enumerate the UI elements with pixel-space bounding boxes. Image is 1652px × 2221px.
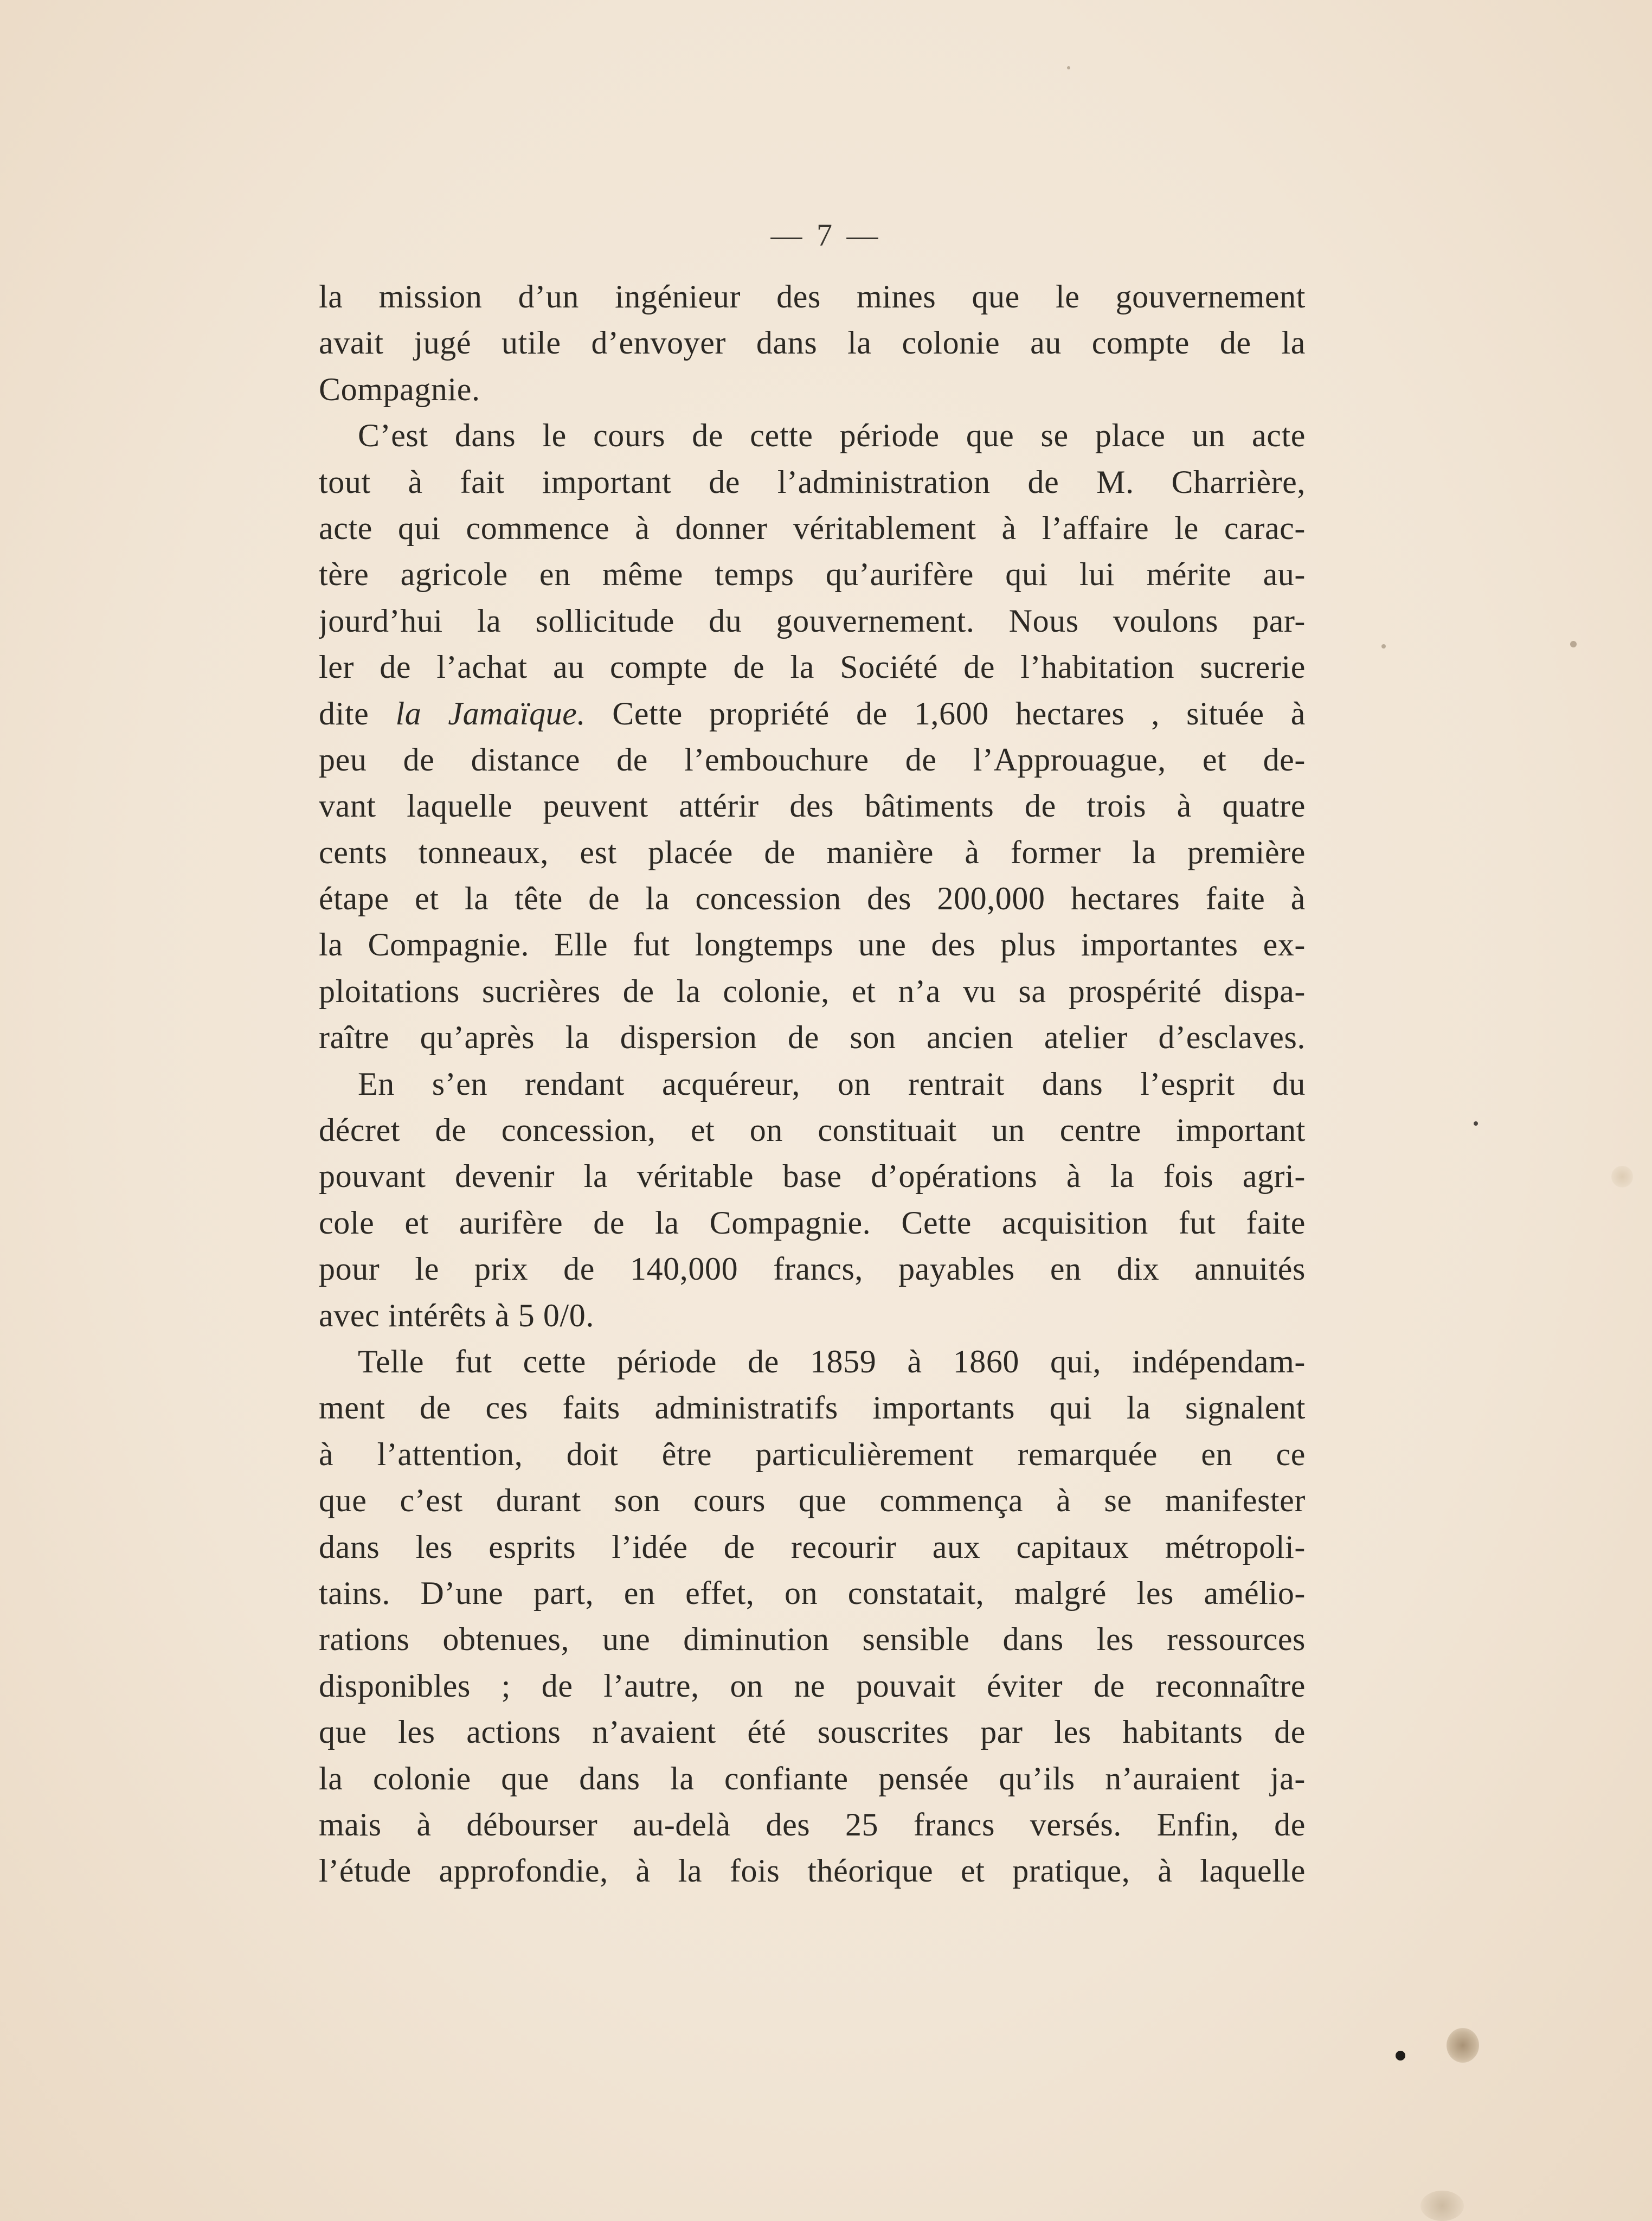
line-segment: Cette propriété de 1,600 hectares , située à — [586, 695, 1306, 731]
text-line: pouvant devenir la véritable base d’opérations à la fois agri- — [319, 1158, 1306, 1195]
italic-place-name: la Jamaïque. — [395, 695, 586, 731]
text-line: raître qu’après la dispersion de son ancien atelier d’esclaves. — [319, 1019, 1306, 1056]
text-line: rations obtenues, une diminution sensible dans les ressources — [319, 1621, 1306, 1658]
text-line: avec intérêts à 5 0/0. — [319, 1297, 594, 1333]
text-line: vant laquelle peuvent attérir des bâtiments de trois à quatre — [319, 788, 1306, 824]
text-line: pour le prix de 140,000 francs, payables en dix annuités — [319, 1251, 1306, 1287]
text-line: cents tonneaux, est placée de manière à former la première — [319, 834, 1306, 870]
text-line: décret de concession, et on constituait un centre important — [319, 1112, 1306, 1148]
text-line: jourd’hui la sollicitude du gouvernement. Nous voulons par- — [319, 602, 1306, 639]
text-line: ler de l’achat au compte de la Société de l’habitation sucrerie — [319, 649, 1306, 685]
paper-speck — [1420, 2191, 1464, 2221]
paper-speck — [1396, 2051, 1405, 2060]
text-line: ment de ces faits administratifs importants qui la signalent — [319, 1390, 1306, 1426]
page-number: — 7 — — [770, 217, 882, 253]
paper-speck — [1447, 2028, 1479, 2063]
text-line: cole et aurifère de la Compagnie. Cette acquisition fut faite — [319, 1204, 1306, 1241]
text-line: la colonie que dans la confiante pensée qu’ils n’auraient ja- — [319, 1760, 1306, 1796]
text-line: mais à débourser au-delà des 25 francs versés. Enfin, de — [319, 1806, 1306, 1843]
text-line: disponibles ; de l’autre, on ne pouvait éviter de reconnaître — [319, 1667, 1306, 1704]
text-line: peu de distance de l’embouchure de l’Approuague, et de- — [319, 741, 1306, 778]
text-line: étape et la tête de la concession des 200,000 hectares faite à — [319, 881, 1306, 917]
text-line: C’est dans le cours de cette période que se place un acte — [358, 418, 1306, 454]
paper-speck — [1474, 1121, 1478, 1126]
text-line: à l’attention, doit être particulièrement remarquée en ce — [319, 1436, 1306, 1472]
text-line: acte qui commence à donner véritablement à l’affaire le carac- — [319, 510, 1306, 546]
text-line: la mission d’un ingénieur des mines que le gouvernement — [319, 279, 1306, 314]
text-line: avait jugé utile d’envoyer dans la colonie au compte de la — [319, 325, 1306, 361]
text-line: dans les esprits l’idée de recourir aux capitaux métropoli- — [319, 1529, 1306, 1565]
text-line: que c’est durant son cours que commença à se manifester — [319, 1482, 1306, 1519]
text-line: ploitations sucrières de la colonie, et n’a vu sa prospérité dispa- — [319, 973, 1306, 1009]
paper-speck — [1570, 641, 1577, 647]
text-line: que les actions n’avaient été souscrites par les habitants de — [319, 1714, 1306, 1750]
paper-speck — [1067, 66, 1070, 69]
text-line: tère agricole en même temps qu’aurifère qui lui mérite au- — [319, 556, 1306, 593]
paper-speck — [1381, 644, 1386, 649]
text-line: Telle fut cette période de 1859 à 1860 qui, indépendam- — [358, 1343, 1306, 1379]
text-line: tout à fait important de l’administration de M. Charrière, — [319, 464, 1306, 500]
text-line: tains. D’une part, en effet, on constatait, malgré les amélio- — [319, 1575, 1306, 1611]
paper-speck — [1611, 1166, 1633, 1187]
line-segment: dite — [319, 695, 396, 731]
text-line: la Compagnie. Elle fut longtemps une des plus importantes ex- — [319, 927, 1306, 963]
text-line: l’étude approfondie, à la fois théorique et pratique, à laquelle — [319, 1853, 1306, 1889]
body-text — [319, 274, 1306, 1895]
text-line: Compagnie. — [319, 371, 480, 407]
text-line: En s’en rendant acquéreur, on rentrait dans l’esprit du — [358, 1065, 1306, 1102]
text-line-with-italic — [319, 691, 1306, 737]
